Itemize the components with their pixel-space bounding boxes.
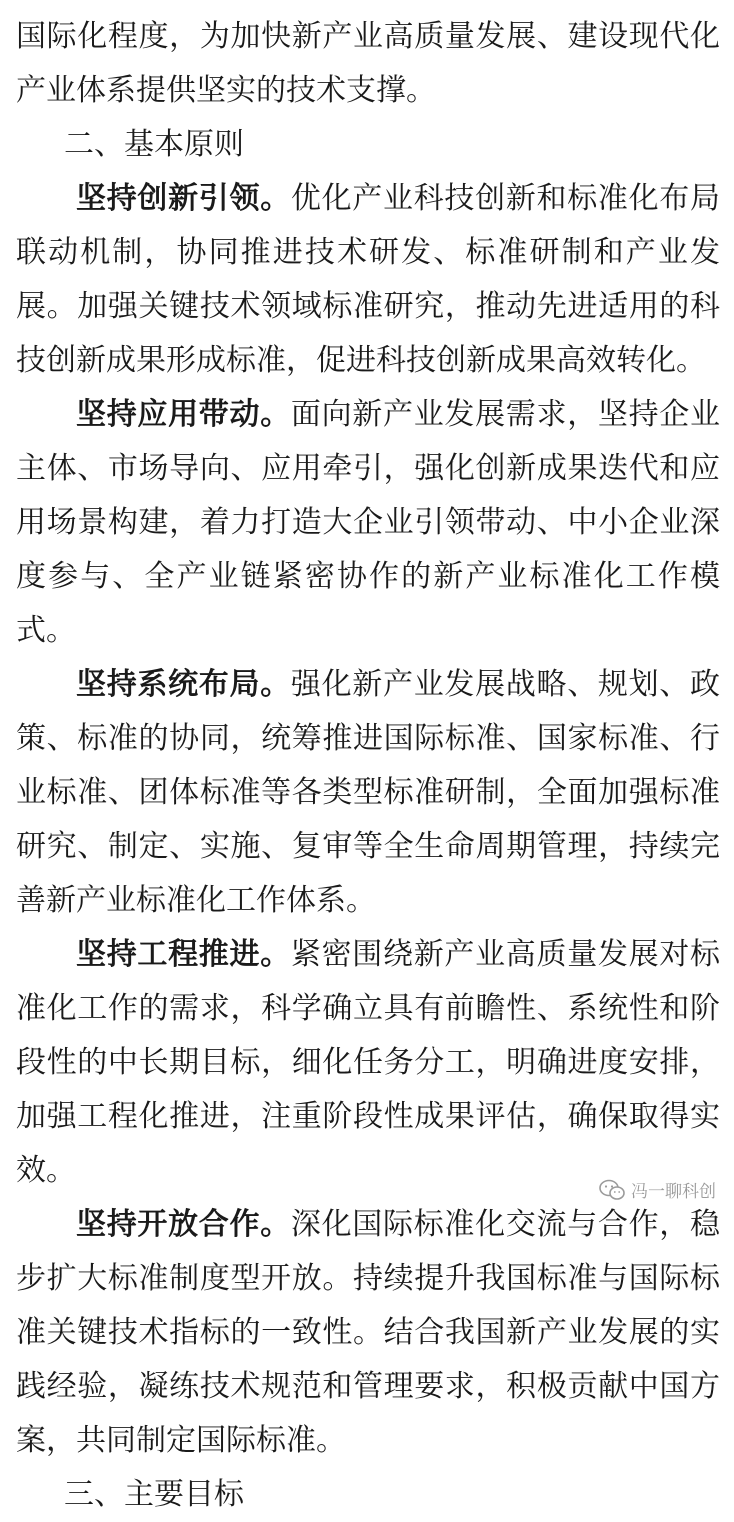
principle-lead: 坚持工程推进。 xyxy=(76,937,291,972)
principle-paragraph xyxy=(16,1198,720,1468)
intro-paragraph: 国际化程度，为加快新产业高质量发展、建设现代化产业体系提供坚实的技术支撑。 xyxy=(16,19,720,108)
principle-lead: 坚持应用带动。 xyxy=(76,397,291,432)
principle-body: 强化新产业发展战略、规划、政策、标准的协同，统筹推进国际标准、国家标准、行业标准、团体标准等各类型标准研制，全面加强标准研究、制定、实施、复审等全生命周期管理，持续完善新产业标准化工作体系。 xyxy=(16,667,721,918)
principle-lead: 坚持开放合作。 xyxy=(76,1207,291,1242)
principle-body: 紧密围绕新产业高质量发展对标准化工作的需求，科学确立具有前瞻性、系统性和阶段性的中长期目标，细化任务分工，明确进度安排，加强工程化推进，注重阶段性成果评估，确保取得实效。 xyxy=(16,937,721,1188)
watermark xyxy=(599,1177,716,1202)
principle-paragraph xyxy=(16,172,720,388)
principle-paragraph xyxy=(16,928,720,1198)
principle-body: 面向新产业发展需求，坚持企业主体、市场导向、应用牵引，强化创新成果迭代和应用场景构建，着力打造大企业引领带动、中小企业深度参与、全产业链紧密协作的新产业标准化工作模式。 xyxy=(16,397,721,648)
principle-lead: 坚持创新引领。 xyxy=(76,181,291,216)
principle-paragraph xyxy=(16,388,720,658)
principle-body: 优化产业科技创新和标准化布局联动机制，协同推进技术研发、标准研制和产业发展。加强关键技术领域标准研究，推动先进适用的科技创新成果形成标准，促进科技创新成果高效转化。 xyxy=(16,181,721,378)
principle-lead: 坚持系统布局。 xyxy=(76,667,291,702)
section-heading-basic-principles: 二、基本原则 xyxy=(64,127,244,162)
principle-body: 深化国际标准化交流与合作，稳步扩大标准制度型开放。持续提升我国标准与国际标准关键技术指标的一致性。结合我国新产业发展的实践经验，凝练技术规范和管理要求，积极贡献中国方案，共同制定国际标准。 xyxy=(16,1207,721,1458)
watermark-text: 冯一聊科创 xyxy=(631,1182,716,1202)
wechat-icon xyxy=(599,1179,625,1201)
principle-paragraph xyxy=(16,658,720,928)
section-heading-main-goals: 三、主要目标 xyxy=(64,1477,244,1512)
document-page xyxy=(16,10,720,1522)
